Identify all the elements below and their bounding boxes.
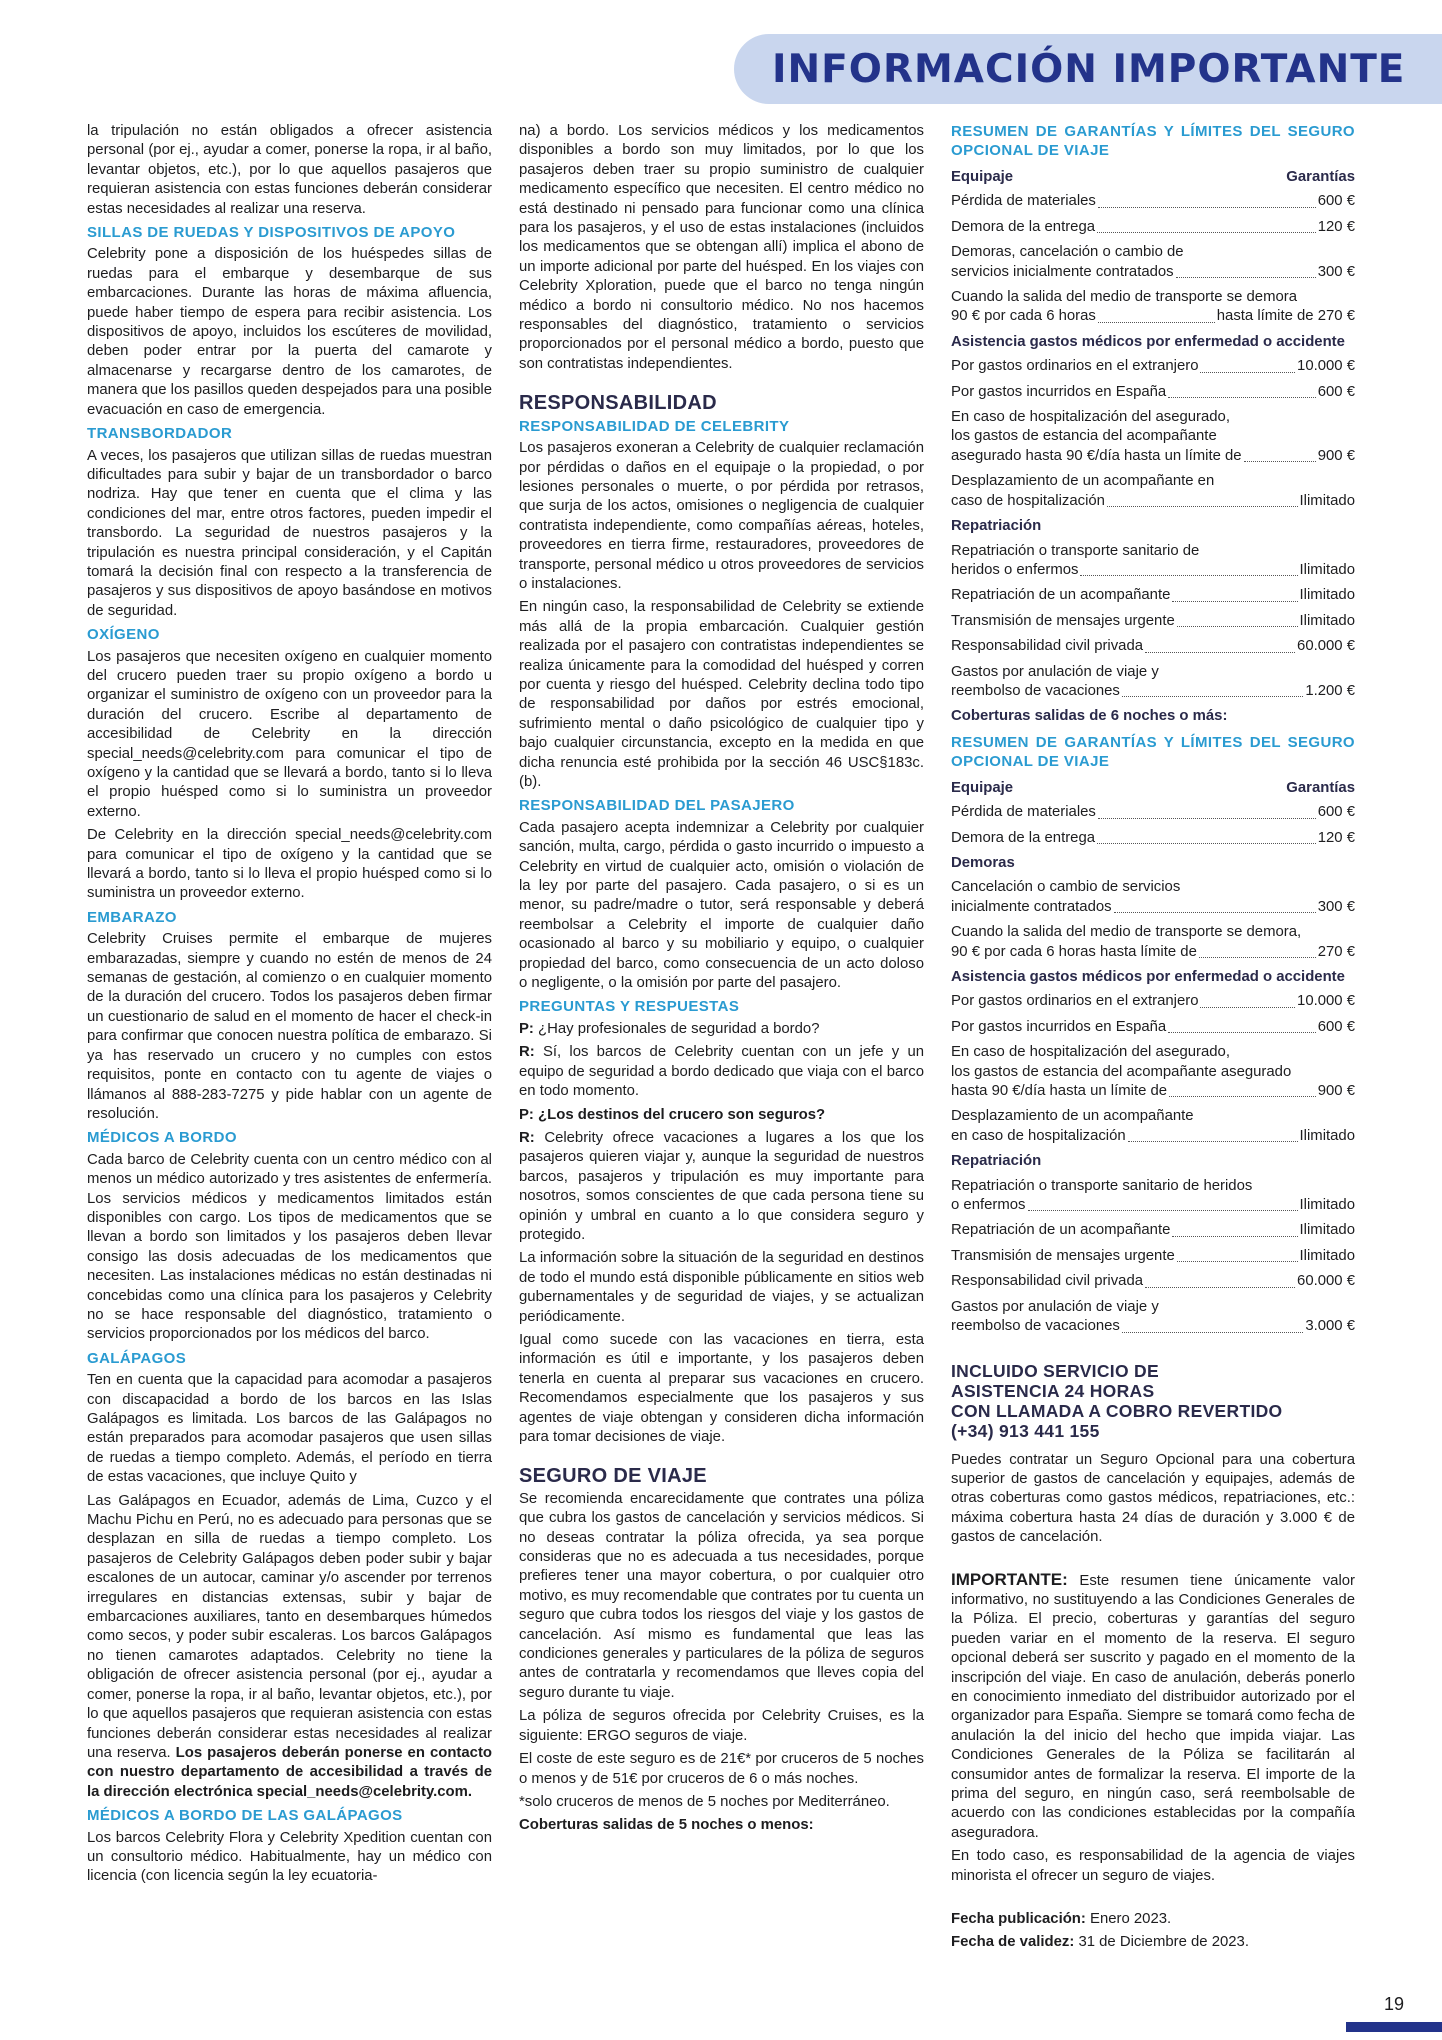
row-label: caso de hospitalización (951, 492, 1105, 509)
row-label: asegurado hasta 90 €/día hasta un límite de (951, 447, 1242, 464)
paragraph: Celebrity Cruises permite el embarque de mujeres embarazadas, siempre y cuando no estén de menos de 24 semanas de gestación, al comienzo o en cualquier momento de la duración del crucero. Todos los pasajeros deben firmar un cuestionario de salud en el momento de hacer el check-in para confirmar que conocen nuestra política de embarazo. Si ya has reservado un crucero y no cumples con estos requisitos, ponte en contacto con tu agente de viajes o llámanos al 888-283-7275 y pide hablar con un agente de resolución. (87, 931, 492, 1122)
paragraph: La póliza de seguros ofrecida por Celebrity Cruises, es la siguiente: ERGO seguros de viaje. (519, 1708, 924, 1744)
dot-leader (1199, 957, 1316, 958)
row-label: Cuando la salida del medio de transporte se demora (951, 289, 1298, 306)
paragraph: En ningún caso, la responsabilidad de Celebrity se extiende más allá de la propia embarcación. Cualquier gestión realizada por el pasajero con contratistas independientes se realiza únicamente para la comodidad del huésped y corren por cuenta y riesgo del huésped. Celebrity declina todo tipo de responsabilidad por daños por estrés emocional, sufrimiento mental o daño psicológico de cualquier tipo y bajo cualquier circunstancia, excepto en la medida en que dicha renuncia esté prohibida por la sección 46 USC§183c.(b). (519, 599, 924, 790)
row-label: Por gastos incurridos en España (951, 383, 1167, 400)
validity-date (951, 1933, 1355, 1952)
dot-leader (1168, 1032, 1316, 1033)
row-value: 10.000 € (1297, 358, 1355, 375)
insurance-table-header (951, 168, 1355, 187)
page-number: 19 (1384, 1994, 1405, 2014)
row-label: Responsabilidad civil privada (951, 638, 1144, 655)
faq-text: Sí, los barcos de Celebrity cuentan con un jefe y un equipo de seguridad a bordo dedicado que viaja con el barco en todo momento. (519, 1044, 925, 1100)
row-label: Gastos por anulación de viaje y (951, 663, 1159, 680)
row-value: hasta límite de 270 € (1216, 308, 1355, 325)
row-value: 900 € (1317, 447, 1355, 464)
row-value: 10.000 € (1297, 993, 1355, 1010)
insurance-row (951, 192, 1355, 211)
insurance-row (951, 218, 1355, 237)
date-label: Fecha publicación: (951, 1911, 1086, 1928)
header-label: Garantías (1286, 779, 1355, 796)
row-label: En caso de hospitalización del asegurado, (951, 1044, 1230, 1061)
paragraph: Los pasajeros que necesiten oxígeno en cualquier momento del crucero pueden traer su propio oxígeno a bordo u organizar el suministro de oxígeno con un proveedor para la duración del crucero. Escribe al departamento de accesibilidad de Celebrity en la dirección special_needs@celebrity.com para comunicar el tipo de oxígeno y la cantidad que se llevará a bordo, tanto si lo lleva el propio huésped como si lo suministra un proveedor externo. (87, 648, 492, 820)
faq-label: R: (519, 1129, 535, 1146)
dot-leader (1145, 652, 1295, 653)
paragraph (87, 1492, 492, 1803)
dot-leader (1098, 818, 1316, 819)
faq-question (519, 1020, 924, 1039)
row-label: heridos o enfermos (951, 561, 1079, 578)
section-subtitle: GALÁPAGOS (87, 1349, 187, 1367)
insurance-row (951, 288, 1355, 327)
faq-label: P: (519, 1106, 534, 1123)
row-label: Pérdida de materiales (951, 193, 1096, 210)
row-value: 900 € (1317, 1083, 1355, 1100)
row-value: Ilimitado (1299, 561, 1355, 578)
dot-leader (1097, 843, 1316, 844)
row-label: los gastos de estancia del acompañante (951, 428, 1217, 445)
row-label: Repatriación o transporte sanitario de (951, 542, 1200, 559)
row-label: Desplazamiento de un acompañante (951, 1108, 1194, 1125)
header-label: Equipaje (951, 779, 1014, 796)
row-label: Transmisión de mensajes urgente (951, 612, 1175, 629)
faq-answer (519, 1043, 924, 1101)
paragraph: El coste de este seguro es de 21€* por cruceros de 5 noches o menos y de 51€ por cruceros de 6 o más noches. (519, 1751, 924, 1787)
row-value: 300 € (1317, 263, 1355, 280)
insurance-row (951, 1177, 1355, 1216)
insurance-row (951, 1247, 1355, 1266)
row-value: 120 € (1317, 829, 1355, 846)
row-label: los gastos de estancia del acompañante asegurado (951, 1063, 1292, 1080)
row-label: o enfermos (951, 1197, 1026, 1214)
insurance-row (951, 1018, 1355, 1037)
dot-leader (1172, 601, 1297, 602)
insurance-table-header (951, 779, 1355, 798)
date-value: Enero 2023. (1090, 1911, 1172, 1928)
row-value: Ilimitado (1299, 492, 1355, 509)
header-label: Equipaje (951, 169, 1014, 185)
faq-answer (519, 1129, 924, 1245)
insurance-category: Asistencia gastos médicos por enfermedad o accidente (951, 969, 1345, 985)
row-label: Repatriación de un acompañante (951, 1222, 1171, 1239)
section-subtitle: MÉDICOS A BORDO DE LAS GALÁPAGOS (87, 1807, 403, 1825)
insurance-row (951, 612, 1355, 631)
page-footer-bar (1346, 2022, 1442, 2032)
row-value: Ilimitado (1299, 1197, 1355, 1214)
faq-label: R: (519, 1044, 535, 1061)
row-label: 90 € por cada 6 horas hasta límite de (951, 943, 1197, 960)
row-value: 120 € (1317, 218, 1355, 235)
insurance-row (951, 472, 1355, 511)
insurance-category: Asistencia gastos médicos por enfermedad o accidente (951, 333, 1345, 350)
dot-leader (1200, 1007, 1295, 1008)
row-value: 600 € (1317, 1018, 1355, 1035)
paragraph: A veces, los pasajeros que utilizan sillas de ruedas muestran dificultades para subir y bajar de un transbordador o barco nodriza. Hay que tener en cuenta que el clima y las condiciones del mar, entre otros factores, pueden impedir el transbordo. La seguridad de nuestros pasajeros y la tripulación es nuestra principal consideración, y el Capitán tomará la decisión final con respecto a la transferencia de pasajeros y sus dispositivos de apoyo basándose en motivos de seguridad. (87, 447, 492, 619)
section-subtitle: RESPONSABILIDAD DEL PASAJERO (519, 797, 795, 815)
insurance-row (951, 663, 1355, 702)
row-label: hasta 90 €/día hasta un límite de (951, 1083, 1168, 1100)
dot-leader (1097, 232, 1316, 233)
dot-leader (1107, 506, 1298, 507)
row-label: reembolso de vacaciones (951, 682, 1120, 699)
insurance-row (951, 923, 1355, 962)
row-label: Responsabilidad civil privada (951, 1273, 1144, 1290)
row-label: servicios inicialmente contratados (951, 263, 1174, 280)
paragraph: Los pasajeros exoneran a Celebrity de cualquier reclamación por pérdidas o daños en el equipaje o la propiedad, o por lesiones personales o muerte, o por pérdida por retrasos, que surja de los actos, omisiones o negligencia de cualquier contratista independiente, como compañías aéreas, hoteles, proveedores en tierra firme, restauradores, proveedores de transporte, personal médico u otros proveedores de servicios o instalaciones. (519, 440, 924, 592)
row-value: Ilimitado (1299, 1247, 1355, 1264)
faq-question (519, 1106, 924, 1125)
insurance-row (951, 803, 1355, 822)
dot-leader (1098, 322, 1215, 323)
row-label: Pérdida de materiales (951, 804, 1096, 821)
footnote: *solo cruceros de menos de 5 noches por Mediterráneo. (519, 1793, 890, 1810)
dot-leader (1122, 696, 1303, 697)
header-label: Garantías (1286, 169, 1355, 185)
insurance-category: Repatriación (951, 518, 1042, 535)
dot-leader (1128, 1141, 1298, 1142)
dot-leader (1169, 1096, 1316, 1097)
insurance-row (951, 878, 1355, 917)
section-subtitle: OXÍGENO (87, 626, 160, 644)
section-subtitle: RESPONSABILIDAD DE CELEBRITY (519, 417, 790, 435)
important-label: IMPORTANTE: (951, 1569, 1068, 1589)
dot-leader (1028, 1210, 1298, 1211)
row-label: Cuando la salida del medio de transporte se demora, (951, 924, 1302, 941)
paragraph: Cada pasajero acepta indemnizar a Celebrity por cualquier sanción, multa, cargo, pérdida o gasto incurrido o impuesto a Celebrity en virtud de cualquier acto, omisión o violación de la ley por parte del pasajero. Cada pasajero, o si es un menor, su padre/madre o tutor, será responsable y deberá reembolsar a Celebrity el importe de cualquier daño ocasionado al barco y su mobiliario y equipo, o cualquier propiedad del barco, como consecuencia de un acto doloso o negligente, o la omisión por parte del pasajero. (519, 819, 924, 992)
row-label: En caso de hospitalización del asegurado, (951, 409, 1230, 426)
row-label: reembolso de vacaciones (951, 1318, 1120, 1335)
insurance-row (951, 637, 1355, 656)
dot-leader (1168, 397, 1316, 398)
assistance-title (951, 1361, 1355, 1441)
paragraph: Se recomienda encarecidamente que contrates una póliza que cubra los gastos de cancelación y servicios médicos. Si no deseas contratar la póliza ofrecida, ya sea porque consideras que no es adecuada a tus necesidades, porque prefieres tener una mayor cobertura, o por cualquier otro motivo, es muy recomendable que contrates por tu cuenta un seguro que cubra todos los riesgos del viaje y los gastos de cancelación. Así mismo es fundamental que leas las condiciones generales y particulares de la póliza de seguros antes de contratarla y recomendamos que lleves copia del seguro durante tu viaje. (519, 1490, 924, 1701)
section-title: RESPONSABILIDAD (519, 392, 717, 415)
row-value: 3.000 € (1305, 1318, 1355, 1335)
row-label: Transmisión de mensajes urgente (951, 1247, 1175, 1264)
dot-leader (1177, 1261, 1298, 1262)
row-label: Demoras, cancelación o cambio de (951, 244, 1184, 261)
dot-leader (1114, 912, 1316, 913)
row-value: 600 € (1317, 193, 1355, 210)
paragraph-text: Las Galápagos en Ecuador, además de Lima, Cuzco y el Machu Pichu en Perú, no es adecuado para personas que se desplazan en silla de ruedas a tiempo completo. Los pasajeros de Celebrity Galápagos deben poder subir y bajar escalones de un autocar, caminar y/o ascender por terrenos irregulares en distancias extensas, subir y bajar de embarcaciones auxiliares, tanto en desembarques húmedos como secos, y poder subir escaleras. Los barcos Galápagos no tienen camarotes adaptados. Celebrity no tiene la obligación de ofrecer asistencia personal (por ej., ayudar a comer, ponerse la ropa, ir al baño, levantar objetos, etc.), por lo que aquellos pasajeros que requieran asistencia con estas funciones deberán considerar estas necesidades al realizar una reserva. (87, 1492, 492, 1761)
section-subtitle: MÉDICOS A BORDO (87, 1129, 237, 1147)
insurance-category: Repatriación (951, 1153, 1042, 1170)
row-value: Ilimitado (1299, 1222, 1355, 1239)
dot-leader (1172, 1236, 1297, 1237)
paragraph: Igual como sucede con las vacaciones en tierra, esta información es útil e importante, y los pasajeros deben tenerla en cuenta al preparar sus vacaciones en crucero. Recomendamos especialmente que los pasajeros y sus agentes de viaje obtengan y consideren dicha información para tomar decisiones de viaje. (519, 1331, 924, 1445)
date-value: 31 de Diciembre de 2023. (1078, 1934, 1249, 1951)
row-value: 600 € (1317, 804, 1355, 821)
dot-leader (1177, 626, 1298, 627)
paragraph: Celebrity pone a disposición de los huéspedes sillas de ruedas para el embarque y desembarque de sus embarcaciones. Durante las horas de máxima afluencia, puede haber tiempo de espera para recibir asistencia. Los dispositivos de apoyo, incluidos los escúteres de movilidad, deben poder entrar por la puerta del camarote y almacenarse y recargarse dentro de los camarotes, de manera que los pasillos queden despejados para una posible evacuación en caso de emergencia. (87, 246, 492, 418)
row-label: Repatriación de un acompañante (951, 587, 1171, 604)
coverage-note: Coberturas salidas de 5 noches o menos: (519, 1817, 814, 1834)
insurance-table-title: RESUMEN DE GARANTÍAS Y LÍMITES DEL SEGURO OPCIONAL DE VIAJE (951, 733, 1355, 770)
row-value: 300 € (1317, 898, 1355, 915)
row-label: en caso de hospitalización (951, 1127, 1126, 1144)
row-value: 60.000 € (1297, 1273, 1355, 1290)
section-subtitle: EMBARAZO (87, 908, 177, 926)
paragraph: De Celebrity en la dirección special_needs@celebrity.com para comunicar el tipo de oxígeno y la cantidad que se llevará a bordo, tanto si lo lleva el propio huésped como si lo suministra un proveedor externo. (87, 827, 492, 902)
faq-label: P: (519, 1020, 534, 1037)
row-label: Desplazamiento de un acompañante en (951, 473, 1215, 490)
insurance-row (951, 1043, 1355, 1101)
dot-leader (1098, 207, 1316, 208)
paragraph: na) a bordo. Los servicios médicos y los medicamentos disponibles a bordo son muy limitados, por lo que los pasajeros deben traer su propio suministro de cualquier medicamento específico que necesiten. El centro médico no está destinado ni pensado para funcionar como una clínica para los pasajeros, y el uso de estas instalaciones (incluidos los medicamentos que se obtengan allí) implica el abono de un importe adicional por parte del huésped. En los viajes con Celebrity Xploration, puede que el barco no tenga ningún médico a bordo ni consultorio médico. No nos hacemos responsables del diagnóstico, tratamiento o servicios proporcionados por el personal médico a bordo, puesto que son contratistas independientes. (519, 123, 924, 372)
section-subtitle: TRANSBORDADOR (87, 425, 233, 443)
column-1 (87, 122, 492, 1891)
dot-leader (1176, 277, 1316, 278)
row-value: Ilimitado (1299, 612, 1355, 629)
insurance-row (951, 1272, 1355, 1291)
column-2 (519, 122, 924, 1840)
column-3 (951, 122, 1355, 1957)
paragraph: Puedes contratar un Seguro Opcional para una cobertura superior de gastos de cancelación y equipajes, además de otras coberturas como gastos médicos, repatriaciones, etc.: máxima cobertura hasta 24 días de duración y 3.000 € de gastos de cancelación. (951, 1451, 1355, 1546)
insurance-row (951, 357, 1355, 376)
paragraph: Ten en cuenta que la capacidad para acomodar a pasajeros con discapacidad a bordo de los barcos en las Islas Galápagos es limitada. Los barcos de las Galápagos no están preparados para acomodar pasajeros que usen sillas de ruedas a tiempo completo. Además, el período en tierra de estas vacaciones, que incluye Quito y (87, 1372, 492, 1486)
row-label: 90 € por cada 6 horas (951, 308, 1096, 325)
row-label: Demora de la entrega (951, 829, 1096, 846)
row-label: Demora de la entrega (951, 218, 1096, 235)
assistance-title-line: CON LLAMADA A COBRO REVERTIDO (951, 1400, 1283, 1421)
insurance-row (951, 383, 1355, 402)
paragraph-bold: Los pasajeros deberán ponerse en contacto con nuestro departamento de accesibilidad a través de la dirección electrónica special_needs@celebrity.com. (87, 1744, 492, 1800)
paragraph: Cada barco de Celebrity cuenta con un centro médico con al menos un médico autorizado y tres asistentes de enfermería. Los servicios médicos y medicamentos limitados están disponibles con cargo. Los tipos de medicamentos que se llevan a bordo son limitados y los pasajeros deben llevar consigo las dosis adecuadas de los medicamentos que necesiten. Las instalaciones médicas no están destinadas ni concebidas como una clínica para los pasajeros y Celebrity no se hace responsable del diagnóstico, tratamiento o servicios proporcionados por los médicos del barco. (87, 1151, 492, 1343)
paragraph-text: Este resumen tiene únicamente valor informativo, no sustituyendo a las Condiciones Generales de la Póliza. El precio, coberturas y garantías del seguro pueden variar en el momento de la reserva. El seguro opcional deberá ser suscrito y pagado en el momento de la inscripción del viaje. En caso de anulación, deberás ponerlo en conocimiento inmediato del distribuidor autorizado por el organizador para España. Siempre se tomará como fecha de anulación la del inicio del hecho que impida viajar. Las Condiciones Generales de la Póliza se facilitarán al consumidor antes de formalizar la reserva. El importe de la prima del seguro, en ningún caso, será reembolsable de acuerdo con las condiciones establecidas por la compañía aseguradora. (951, 1572, 1356, 1841)
row-value: 60.000 € (1297, 638, 1355, 655)
dot-leader (1145, 1287, 1295, 1288)
assistance-title-line: ASISTENCIA 24 HORAS (951, 1380, 1155, 1401)
insurance-row (951, 829, 1355, 848)
row-value: Ilimitado (1299, 1127, 1355, 1144)
insurance-row (951, 542, 1355, 581)
row-value: Ilimitado (1299, 587, 1355, 604)
assistance-phone: (+34) 913 441 155 (951, 1420, 1100, 1441)
coverage-note: Coberturas salidas de 6 noches o más: (951, 708, 1228, 725)
faq-text: ¿Los destinos del crucero son seguros? (538, 1106, 826, 1123)
insurance-row (951, 408, 1355, 466)
row-label: Cancelación o cambio de servicios (951, 879, 1181, 896)
dot-leader (1244, 461, 1316, 462)
publication-date (951, 1910, 1355, 1929)
assistance-title-line: INCLUIDO SERVICIO DE (951, 1360, 1159, 1381)
paragraph: La información sobre la situación de la seguridad en destinos de todo el mundo está disponible públicamente en sitios web gubernamentales y de seguridad de viajes, y se actualizan periódicamente. (519, 1250, 924, 1325)
date-label: Fecha de validez: (951, 1934, 1075, 1951)
row-label: Por gastos incurridos en España (951, 1018, 1167, 1035)
faq-text: ¿Hay profesionales de seguridad a bordo? (538, 1020, 820, 1037)
page-title: INFORMACIÓN IMPORTANTE (772, 47, 1406, 92)
insurance-row (951, 1298, 1355, 1337)
row-value: 270 € (1317, 943, 1355, 960)
row-label: inicialmente contratados (951, 898, 1112, 915)
row-label: Repatriación o transporte sanitario de heridos (951, 1177, 1253, 1194)
paragraph: En todo caso, es responsabilidad de la agencia de viajes minorista el ofrecer un seguro de viajes. (951, 1848, 1355, 1884)
insurance-row (951, 992, 1355, 1011)
insurance-category: Demoras (951, 854, 1015, 871)
insurance-row (951, 243, 1355, 282)
insurance-table-title: RESUMEN DE GARANTÍAS Y LÍMITES DEL SEGURO OPCIONAL DE VIAJE (951, 123, 1355, 159)
section-subtitle: SILLAS DE RUEDAS Y DISPOSITIVOS DE APOYO (87, 224, 456, 242)
insurance-row (951, 1107, 1355, 1146)
insurance-row (951, 1221, 1355, 1240)
section-subtitle: PREGUNTAS Y RESPUESTAS (519, 998, 740, 1016)
row-label: Por gastos ordinarios en el extranjero (951, 358, 1199, 375)
faq-text: Celebrity ofrece vacaciones a lugares a los que los pasajeros quieren viajar y, aunque la seguridad de nuestros barcos, pasajeros y tripulación es muy importante para nosotros, somos conscientes de que cada persona tiene su opinión y umbral en cuanto a lo que considera seguro y protegido. (519, 1129, 924, 1243)
insurance-row (951, 586, 1355, 605)
section-title: SEGURO DE VIAJE (519, 1465, 707, 1488)
paragraph: Los barcos Celebrity Flora y Celebrity Xpedition cuentan con un consultorio médico. Habitualmente, hay un médico con licencia (con licencia según la ley ecuatoria- (87, 1829, 492, 1885)
dot-leader (1122, 1332, 1303, 1333)
important-paragraph (951, 1570, 1355, 1844)
row-value: 600 € (1317, 383, 1355, 400)
row-label: Por gastos ordinarios en el extranjero (951, 993, 1199, 1010)
dot-leader (1200, 372, 1295, 373)
row-label: Gastos por anulación de viaje y (951, 1298, 1159, 1315)
row-value: 1.200 € (1305, 682, 1355, 699)
dot-leader (1080, 575, 1297, 576)
paragraph: la tripulación no están obligados a ofrecer asistencia personal (por ej., ayudar a comer, ponerse la ropa, ir al baño, levantar objetos, etc.), por lo que aquellos pasajeros que requieran asistencia con estas funciones deberán considerar estas necesidades al realizar una reserva. (87, 123, 492, 217)
